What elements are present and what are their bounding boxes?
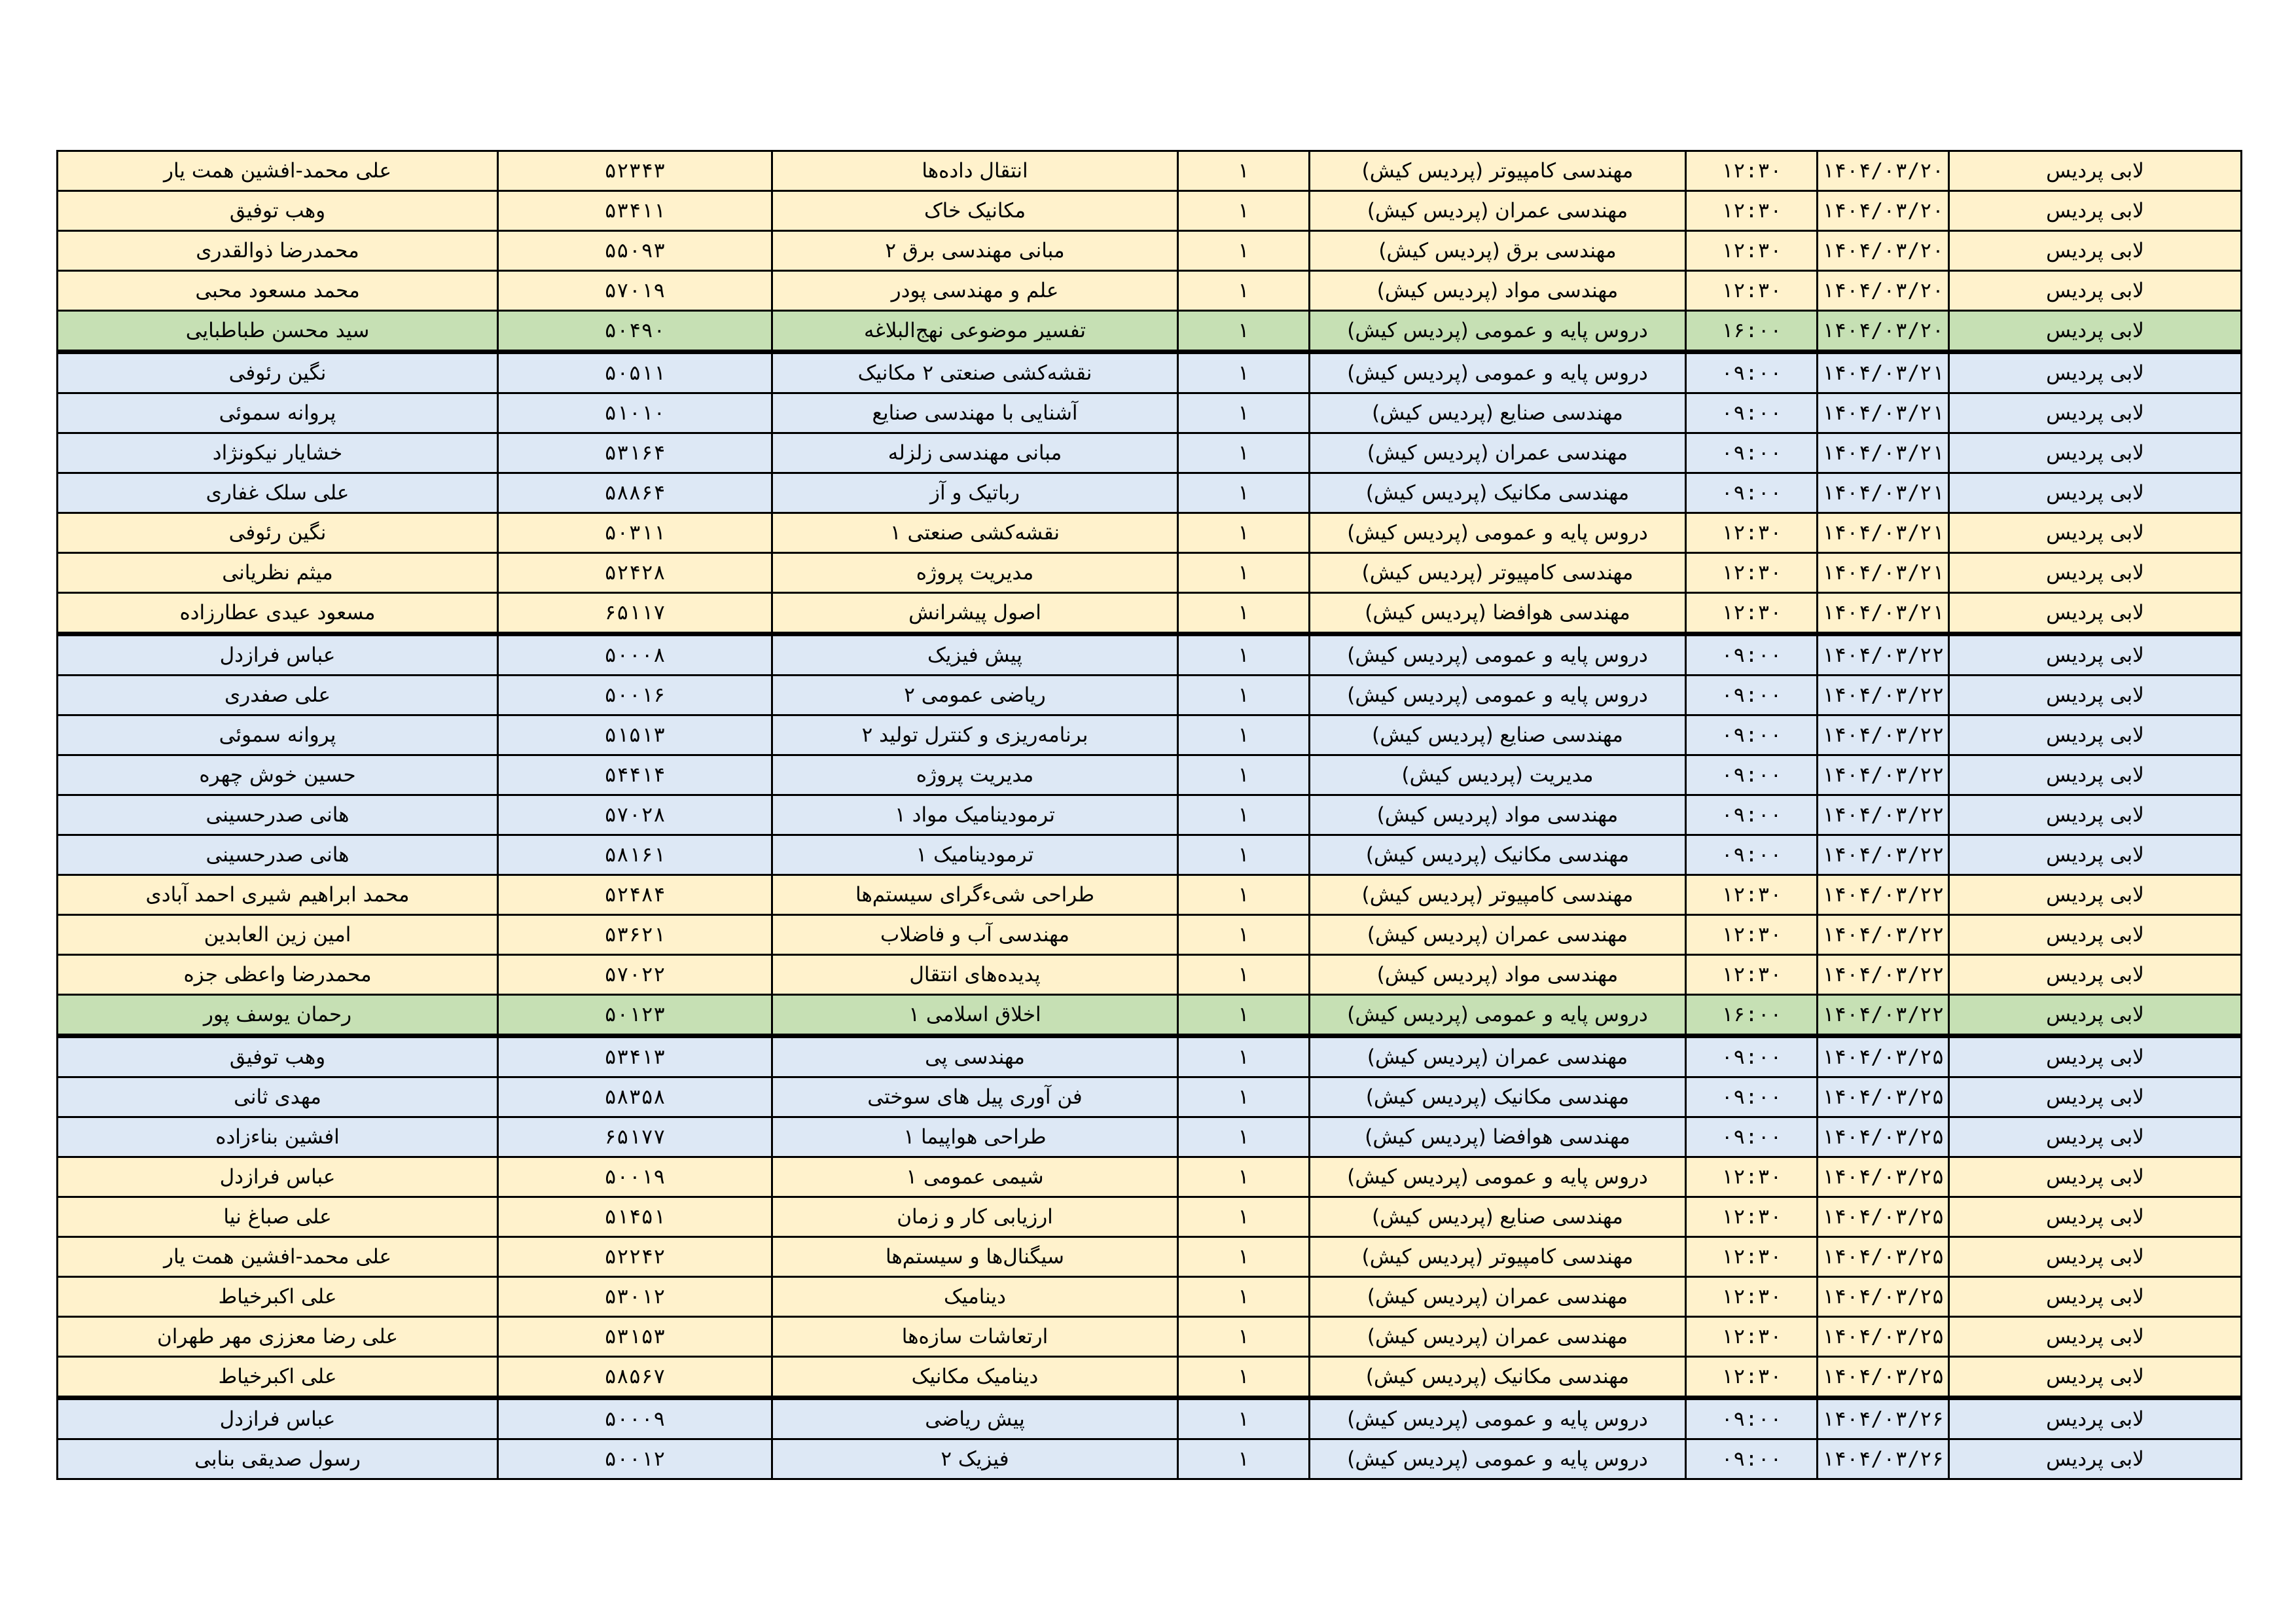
course-code-cell: ۵۰۴۹۰ bbox=[498, 311, 772, 352]
course-cell: اصول پیشرانش bbox=[772, 593, 1178, 634]
course-cell: نقشه‌کشی صنعتی ۱ bbox=[772, 513, 1178, 553]
instructor-cell: نگین رئوفی bbox=[58, 352, 498, 393]
location-cell: لابی پردیس bbox=[1949, 1317, 2242, 1357]
date-cell: ۱۴۰۴/۰۳/۲۵ bbox=[1818, 1197, 1949, 1237]
time-cell: ۱۲:۳۰ bbox=[1686, 915, 1818, 955]
course-cell: مکانیک خاک bbox=[772, 191, 1178, 231]
date-cell: ۱۴۰۴/۰۳/۲۱ bbox=[1818, 593, 1949, 634]
program-cell: مهندسی برق (پردیس کیش) bbox=[1310, 231, 1686, 271]
table-row bbox=[58, 1357, 2242, 1398]
location-cell: لابی پردیس bbox=[1949, 191, 2242, 231]
count-cell: ۱ bbox=[1178, 1036, 1310, 1077]
date-cell: ۱۴۰۴/۰۳/۲۱ bbox=[1818, 433, 1949, 473]
instructor-cell: سید محسن طباطبایی bbox=[58, 311, 498, 352]
location-cell: لابی پردیس bbox=[1949, 271, 2242, 311]
course-code-cell: ۵۴۴۱۴ bbox=[498, 755, 772, 795]
instructor-cell: علی محمد-افشین همت یار bbox=[58, 151, 498, 191]
date-cell: ۱۴۰۴/۰۳/۲۶ bbox=[1818, 1398, 1949, 1439]
table-row bbox=[58, 593, 2242, 634]
date-cell: ۱۴۰۴/۰۳/۲۰ bbox=[1818, 231, 1949, 271]
course-code-cell: ۵۷۰۲۲ bbox=[498, 955, 772, 995]
location-cell: لابی پردیس bbox=[1949, 231, 2242, 271]
course-cell: فیزیک ۲ bbox=[772, 1439, 1178, 1479]
program-cell: مهندسی عمران (پردیس کیش) bbox=[1310, 915, 1686, 955]
table-row bbox=[58, 1036, 2242, 1077]
course-cell: ارزیابی کار و زمان bbox=[772, 1197, 1178, 1237]
instructor-cell: حسین خوش چهره bbox=[58, 755, 498, 795]
course-code-cell: ۵۳۴۱۱ bbox=[498, 191, 772, 231]
time-cell: ۰۹:۰۰ bbox=[1686, 433, 1818, 473]
instructor-cell: خشایار نیکونژاد bbox=[58, 433, 498, 473]
date-cell: ۱۴۰۴/۰۳/۲۱ bbox=[1818, 393, 1949, 433]
time-cell: ۱۲:۳۰ bbox=[1686, 875, 1818, 915]
location-cell: لابی پردیس bbox=[1949, 1077, 2242, 1117]
date-cell: ۱۴۰۴/۰۳/۲۲ bbox=[1818, 955, 1949, 995]
program-cell: مهندسی صنایع (پردیس کیش) bbox=[1310, 393, 1686, 433]
course-cell: پیش ریاضی bbox=[772, 1398, 1178, 1439]
time-cell: ۱۲:۳۰ bbox=[1686, 1357, 1818, 1398]
time-cell: ۰۹:۰۰ bbox=[1686, 715, 1818, 755]
location-cell: لابی پردیس bbox=[1949, 795, 2242, 835]
program-cell: دروس پایه و عمومی (پردیس کیش) bbox=[1310, 352, 1686, 393]
course-cell: اخلاق اسلامی ۱ bbox=[772, 995, 1178, 1036]
table-row bbox=[58, 795, 2242, 835]
date-cell: ۱۴۰۴/۰۳/۲۲ bbox=[1818, 915, 1949, 955]
time-cell: ۰۹:۰۰ bbox=[1686, 473, 1818, 513]
table-row bbox=[58, 191, 2242, 231]
count-cell: ۱ bbox=[1178, 676, 1310, 715]
location-cell: لابی پردیس bbox=[1949, 955, 2242, 995]
time-cell: ۱۲:۳۰ bbox=[1686, 271, 1818, 311]
table-row bbox=[58, 875, 2242, 915]
count-cell: ۱ bbox=[1178, 1317, 1310, 1357]
count-cell: ۱ bbox=[1178, 151, 1310, 191]
course-code-cell: ۵۲۳۴۳ bbox=[498, 151, 772, 191]
program-cell: مهندسی عمران (پردیس کیش) bbox=[1310, 191, 1686, 231]
time-cell: ۰۹:۰۰ bbox=[1686, 1439, 1818, 1479]
time-cell: ۰۹:۰۰ bbox=[1686, 676, 1818, 715]
course-cell: دینامیک مکانیک bbox=[772, 1357, 1178, 1398]
date-cell: ۱۴۰۴/۰۳/۲۰ bbox=[1818, 271, 1949, 311]
count-cell: ۱ bbox=[1178, 1439, 1310, 1479]
table-row bbox=[58, 513, 2242, 553]
instructor-cell: علی محمد-افشین همت یار bbox=[58, 1237, 498, 1277]
time-cell: ۰۹:۰۰ bbox=[1686, 634, 1818, 676]
course-code-cell: ۵۰۰۱۶ bbox=[498, 676, 772, 715]
location-cell: لابی پردیس bbox=[1949, 1197, 2242, 1237]
table-row bbox=[58, 1398, 2242, 1439]
program-cell: مدیریت (پردیس کیش) bbox=[1310, 755, 1686, 795]
time-cell: ۰۹:۰۰ bbox=[1686, 1117, 1818, 1157]
program-cell: مهندسی عمران (پردیس کیش) bbox=[1310, 1036, 1686, 1077]
course-code-cell: ۵۷۰۲۸ bbox=[498, 795, 772, 835]
location-cell: لابی پردیس bbox=[1949, 835, 2242, 875]
program-cell: مهندسی مواد (پردیس کیش) bbox=[1310, 955, 1686, 995]
course-cell: آشنایی با مهندسی صنایع bbox=[772, 393, 1178, 433]
count-cell: ۱ bbox=[1178, 271, 1310, 311]
course-cell: سیگنال‌ها و سیستم‌ها bbox=[772, 1237, 1178, 1277]
table-row bbox=[58, 915, 2242, 955]
location-cell: لابی پردیس bbox=[1949, 151, 2242, 191]
program-cell: مهندسی کامپیوتر (پردیس کیش) bbox=[1310, 151, 1686, 191]
course-code-cell: ۵۰۳۱۱ bbox=[498, 513, 772, 553]
instructor-cell: هانی صدرحسینی bbox=[58, 835, 498, 875]
time-cell: ۱۲:۳۰ bbox=[1686, 191, 1818, 231]
table-row bbox=[58, 755, 2242, 795]
date-cell: ۱۴۰۴/۰۳/۲۵ bbox=[1818, 1077, 1949, 1117]
instructor-cell: مهدی ثانی bbox=[58, 1077, 498, 1117]
date-cell: ۱۴۰۴/۰۳/۲۰ bbox=[1818, 151, 1949, 191]
table-row bbox=[58, 151, 2242, 191]
location-cell: لابی پردیس bbox=[1949, 995, 2242, 1036]
instructor-cell: علی صفدری bbox=[58, 676, 498, 715]
time-cell: ۱۶:۰۰ bbox=[1686, 311, 1818, 352]
count-cell: ۱ bbox=[1178, 393, 1310, 433]
count-cell: ۱ bbox=[1178, 231, 1310, 271]
location-cell: لابی پردیس bbox=[1949, 311, 2242, 352]
course-cell: شیمی عمومی ۱ bbox=[772, 1157, 1178, 1197]
program-cell: مهندسی صنایع (پردیس کیش) bbox=[1310, 715, 1686, 755]
table-row bbox=[58, 955, 2242, 995]
instructor-cell: پروانه سموئی bbox=[58, 715, 498, 755]
instructor-cell: محمدرضا واعظی جزه bbox=[58, 955, 498, 995]
location-cell: لابی پردیس bbox=[1949, 1277, 2242, 1317]
count-cell: ۱ bbox=[1178, 1277, 1310, 1317]
program-cell: مهندسی عمران (پردیس کیش) bbox=[1310, 433, 1686, 473]
program-cell: دروس پایه و عمومی (پردیس کیش) bbox=[1310, 995, 1686, 1036]
course-code-cell: ۵۷۰۱۹ bbox=[498, 271, 772, 311]
date-cell: ۱۴۰۴/۰۳/۲۱ bbox=[1818, 513, 1949, 553]
program-cell: مهندسی هوافضا (پردیس کیش) bbox=[1310, 1117, 1686, 1157]
course-cell: پدیده‌های انتقال bbox=[772, 955, 1178, 995]
course-code-cell: ۵۰۰۰۹ bbox=[498, 1398, 772, 1439]
exam-schedule-rows bbox=[58, 151, 2242, 1479]
table-row bbox=[58, 271, 2242, 311]
course-cell: ریاضی عمومی ۲ bbox=[772, 676, 1178, 715]
date-cell: ۱۴۰۴/۰۳/۲۵ bbox=[1818, 1277, 1949, 1317]
program-cell: مهندسی کامپیوتر (پردیس کیش) bbox=[1310, 1237, 1686, 1277]
course-cell: مبانی مهندسی برق ۲ bbox=[772, 231, 1178, 271]
course-cell: مدیریت پروژه bbox=[772, 755, 1178, 795]
table-row bbox=[58, 1197, 2242, 1237]
location-cell: لابی پردیس bbox=[1949, 1157, 2242, 1197]
count-cell: ۱ bbox=[1178, 755, 1310, 795]
table-row bbox=[58, 1117, 2242, 1157]
program-cell: مهندسی مکانیک (پردیس کیش) bbox=[1310, 473, 1686, 513]
instructor-cell: رسول صدیقی بنابی bbox=[58, 1439, 498, 1479]
time-cell: ۰۹:۰۰ bbox=[1686, 1398, 1818, 1439]
course-code-cell: ۵۸۵۶۷ bbox=[498, 1357, 772, 1398]
course-code-cell: ۵۰۰۱۲ bbox=[498, 1439, 772, 1479]
date-cell: ۱۴۰۴/۰۳/۲۲ bbox=[1818, 715, 1949, 755]
date-cell: ۱۴۰۴/۰۳/۲۵ bbox=[1818, 1357, 1949, 1398]
time-cell: ۰۹:۰۰ bbox=[1686, 352, 1818, 393]
location-cell: لابی پردیس bbox=[1949, 1398, 2242, 1439]
location-cell: لابی پردیس bbox=[1949, 676, 2242, 715]
table-row bbox=[58, 311, 2242, 352]
table-row bbox=[58, 473, 2242, 513]
date-cell: ۱۴۰۴/۰۳/۲۲ bbox=[1818, 835, 1949, 875]
location-cell: لابی پردیس bbox=[1949, 1237, 2242, 1277]
date-cell: ۱۴۰۴/۰۳/۲۰ bbox=[1818, 311, 1949, 352]
count-cell: ۱ bbox=[1178, 593, 1310, 634]
course-cell: ترمودینامیک مواد ۱ bbox=[772, 795, 1178, 835]
location-cell: لابی پردیس bbox=[1949, 755, 2242, 795]
count-cell: ۱ bbox=[1178, 1398, 1310, 1439]
count-cell: ۱ bbox=[1178, 513, 1310, 553]
course-cell: مدیریت پروژه bbox=[772, 553, 1178, 593]
location-cell: لابی پردیس bbox=[1949, 473, 2242, 513]
course-cell: نقشه‌کشی صنعتی ۲ مکانیک bbox=[772, 352, 1178, 393]
program-cell: مهندسی هوافضا (پردیس کیش) bbox=[1310, 593, 1686, 634]
instructor-cell: رحمان یوسف پور bbox=[58, 995, 498, 1036]
time-cell: ۰۹:۰۰ bbox=[1686, 835, 1818, 875]
count-cell: ۱ bbox=[1178, 311, 1310, 352]
table-row bbox=[58, 715, 2242, 755]
program-cell: مهندسی مکانیک (پردیس کیش) bbox=[1310, 1077, 1686, 1117]
instructor-cell: محمدرضا ذوالقدری bbox=[58, 231, 498, 271]
table-row bbox=[58, 1439, 2242, 1479]
time-cell: ۰۹:۰۰ bbox=[1686, 795, 1818, 835]
course-code-cell: ۵۱۰۱۰ bbox=[498, 393, 772, 433]
count-cell: ۱ bbox=[1178, 1237, 1310, 1277]
instructor-cell: علی اکبرخیاط bbox=[58, 1277, 498, 1317]
location-cell: لابی پردیس bbox=[1949, 1036, 2242, 1077]
time-cell: ۱۲:۳۰ bbox=[1686, 553, 1818, 593]
date-cell: ۱۴۰۴/۰۳/۲۵ bbox=[1818, 1237, 1949, 1277]
course-code-cell: ۵۲۴۸۴ bbox=[498, 875, 772, 915]
instructor-cell: وهب توفیق bbox=[58, 191, 498, 231]
time-cell: ۱۲:۳۰ bbox=[1686, 1317, 1818, 1357]
count-cell: ۱ bbox=[1178, 1357, 1310, 1398]
course-cell: علم و مهندسی پودر bbox=[772, 271, 1178, 311]
location-cell: لابی پردیس bbox=[1949, 352, 2242, 393]
program-cell: مهندسی مکانیک (پردیس کیش) bbox=[1310, 835, 1686, 875]
date-cell: ۱۴۰۴/۰۳/۲۵ bbox=[1818, 1317, 1949, 1357]
date-cell: ۱۴۰۴/۰۳/۲۵ bbox=[1818, 1036, 1949, 1077]
program-cell: مهندسی عمران (پردیس کیش) bbox=[1310, 1277, 1686, 1317]
course-cell: فن آوری پیل های سوختی bbox=[772, 1077, 1178, 1117]
count-cell: ۱ bbox=[1178, 795, 1310, 835]
instructor-cell: مسعود عیدی عطارزاده bbox=[58, 593, 498, 634]
table-row bbox=[58, 553, 2242, 593]
program-cell: دروس پایه و عمومی (پردیس کیش) bbox=[1310, 1398, 1686, 1439]
course-code-cell: ۵۲۴۲۸ bbox=[498, 553, 772, 593]
count-cell: ۱ bbox=[1178, 715, 1310, 755]
course-code-cell: ۵۰۰۱۹ bbox=[498, 1157, 772, 1197]
instructor-cell: علی اکبرخیاط bbox=[58, 1357, 498, 1398]
time-cell: ۰۹:۰۰ bbox=[1686, 393, 1818, 433]
table-row bbox=[58, 1077, 2242, 1117]
instructor-cell: نگین رئوفی bbox=[58, 513, 498, 553]
course-cell: ترمودینامیک ۱ bbox=[772, 835, 1178, 875]
count-cell: ۱ bbox=[1178, 553, 1310, 593]
date-cell: ۱۴۰۴/۰۳/۲۲ bbox=[1818, 875, 1949, 915]
table-row bbox=[58, 1237, 2242, 1277]
table-row bbox=[58, 634, 2242, 676]
time-cell: ۰۹:۰۰ bbox=[1686, 1077, 1818, 1117]
date-cell: ۱۴۰۴/۰۳/۲۲ bbox=[1818, 995, 1949, 1036]
instructor-cell: محمد ابراهیم شیری احمد آبادی bbox=[58, 875, 498, 915]
count-cell: ۱ bbox=[1178, 955, 1310, 995]
location-cell: لابی پردیس bbox=[1949, 513, 2242, 553]
table-row bbox=[58, 835, 2242, 875]
course-cell: طراحی شیءگرای سیستم‌ها bbox=[772, 875, 1178, 915]
count-cell: ۱ bbox=[1178, 995, 1310, 1036]
count-cell: ۱ bbox=[1178, 1117, 1310, 1157]
course-code-cell: ۵۸۱۶۱ bbox=[498, 835, 772, 875]
course-code-cell: ۶۵۱۷۷ bbox=[498, 1117, 772, 1157]
location-cell: لابی پردیس bbox=[1949, 593, 2242, 634]
location-cell: لابی پردیس bbox=[1949, 433, 2242, 473]
location-cell: لابی پردیس bbox=[1949, 393, 2242, 433]
location-cell: لابی پردیس bbox=[1949, 715, 2242, 755]
time-cell: ۱۲:۳۰ bbox=[1686, 593, 1818, 634]
course-cell: طراحی هواپیما ۱ bbox=[772, 1117, 1178, 1157]
date-cell: ۱۴۰۴/۰۳/۲۲ bbox=[1818, 755, 1949, 795]
program-cell: مهندسی عمران (پردیس کیش) bbox=[1310, 1317, 1686, 1357]
location-cell: لابی پردیس bbox=[1949, 875, 2242, 915]
course-code-cell: ۵۳۱۵۳ bbox=[498, 1317, 772, 1357]
count-cell: ۱ bbox=[1178, 875, 1310, 915]
time-cell: ۱۲:۳۰ bbox=[1686, 955, 1818, 995]
instructor-cell: میثم نظریانی bbox=[58, 553, 498, 593]
instructor-cell: امین زین العابدین bbox=[58, 915, 498, 955]
instructor-cell: علی سلک غفاری bbox=[58, 473, 498, 513]
date-cell: ۱۴۰۴/۰۳/۲۰ bbox=[1818, 191, 1949, 231]
date-cell: ۱۴۰۴/۰۳/۲۱ bbox=[1818, 352, 1949, 393]
count-cell: ۱ bbox=[1178, 835, 1310, 875]
instructor-cell: عباس فرازدل bbox=[58, 634, 498, 676]
count-cell: ۱ bbox=[1178, 1157, 1310, 1197]
course-code-cell: ۵۲۲۴۲ bbox=[498, 1237, 772, 1277]
date-cell: ۱۴۰۴/۰۳/۲۲ bbox=[1818, 676, 1949, 715]
course-cell: برنامه‌ریزی و کنترل تولید ۲ bbox=[772, 715, 1178, 755]
date-cell: ۱۴۰۴/۰۳/۲۲ bbox=[1818, 634, 1949, 676]
course-cell: ارتعاشات سازه‌ها bbox=[772, 1317, 1178, 1357]
time-cell: ۱۲:۳۰ bbox=[1686, 1157, 1818, 1197]
time-cell: ۰۹:۰۰ bbox=[1686, 1036, 1818, 1077]
time-cell: ۱۲:۳۰ bbox=[1686, 1237, 1818, 1277]
count-cell: ۱ bbox=[1178, 634, 1310, 676]
instructor-cell: افشین بناءزاده bbox=[58, 1117, 498, 1157]
date-cell: ۱۴۰۴/۰۳/۲۵ bbox=[1818, 1157, 1949, 1197]
date-cell: ۱۴۰۴/۰۳/۲۱ bbox=[1818, 473, 1949, 513]
program-cell: مهندسی مکانیک (پردیس کیش) bbox=[1310, 1357, 1686, 1398]
location-cell: لابی پردیس bbox=[1949, 1357, 2242, 1398]
course-cell: رباتیک و آز bbox=[772, 473, 1178, 513]
table-row bbox=[58, 1317, 2242, 1357]
program-cell: مهندسی کامپیوتر (پردیس کیش) bbox=[1310, 875, 1686, 915]
program-cell: مهندسی صنایع (پردیس کیش) bbox=[1310, 1197, 1686, 1237]
time-cell: ۱۶:۰۰ bbox=[1686, 995, 1818, 1036]
program-cell: مهندسی مواد (پردیس کیش) bbox=[1310, 271, 1686, 311]
time-cell: ۱۲:۳۰ bbox=[1686, 231, 1818, 271]
table-row bbox=[58, 995, 2242, 1036]
course-code-cell: ۵۸۸۶۴ bbox=[498, 473, 772, 513]
program-cell: مهندسی مواد (پردیس کیش) bbox=[1310, 795, 1686, 835]
course-code-cell: ۵۰۰۰۸ bbox=[498, 634, 772, 676]
location-cell: لابی پردیس bbox=[1949, 915, 2242, 955]
instructor-cell: وهب توفیق bbox=[58, 1036, 498, 1077]
program-cell: دروس پایه و عمومی (پردیس کیش) bbox=[1310, 1157, 1686, 1197]
time-cell: ۱۲:۳۰ bbox=[1686, 1197, 1818, 1237]
count-cell: ۱ bbox=[1178, 915, 1310, 955]
count-cell: ۱ bbox=[1178, 433, 1310, 473]
course-code-cell: ۵۳۴۱۳ bbox=[498, 1036, 772, 1077]
course-cell: پیش فیزیک bbox=[772, 634, 1178, 676]
location-cell: لابی پردیس bbox=[1949, 1117, 2242, 1157]
course-code-cell: ۵۸۳۵۸ bbox=[498, 1077, 772, 1117]
instructor-cell: عباس فرازدل bbox=[58, 1398, 498, 1439]
course-code-cell: ۵۳۰۱۲ bbox=[498, 1277, 772, 1317]
count-cell: ۱ bbox=[1178, 1197, 1310, 1237]
program-cell: دروس پایه و عمومی (پردیس کیش) bbox=[1310, 676, 1686, 715]
course-code-cell: ۶۵۱۱۷ bbox=[498, 593, 772, 634]
instructor-cell: علی رضا معززی مهر طهران bbox=[58, 1317, 498, 1357]
instructor-cell: محمد مسعود محبی bbox=[58, 271, 498, 311]
time-cell: ۰۹:۰۰ bbox=[1686, 755, 1818, 795]
course-code-cell: ۵۳۶۲۱ bbox=[498, 915, 772, 955]
count-cell: ۱ bbox=[1178, 191, 1310, 231]
course-cell: تفسیر موضوعی نهج‌البلاغه bbox=[772, 311, 1178, 352]
course-cell: انتقال داده‌ها bbox=[772, 151, 1178, 191]
program-cell: دروس پایه و عمومی (پردیس کیش) bbox=[1310, 311, 1686, 352]
exam-schedule-table bbox=[56, 150, 2242, 1480]
time-cell: ۱۲:۳۰ bbox=[1686, 513, 1818, 553]
course-code-cell: ۵۱۴۵۱ bbox=[498, 1197, 772, 1237]
table-row bbox=[58, 433, 2242, 473]
instructor-cell: پروانه سموئی bbox=[58, 393, 498, 433]
count-cell: ۱ bbox=[1178, 1077, 1310, 1117]
course-code-cell: ۵۵۰۹۳ bbox=[498, 231, 772, 271]
course-code-cell: ۵۰۱۲۳ bbox=[498, 995, 772, 1036]
program-cell: دروس پایه و عمومی (پردیس کیش) bbox=[1310, 1439, 1686, 1479]
table-row bbox=[58, 1157, 2242, 1197]
count-cell: ۱ bbox=[1178, 352, 1310, 393]
course-cell: دینامیک bbox=[772, 1277, 1178, 1317]
count-cell: ۱ bbox=[1178, 473, 1310, 513]
program-cell: دروس پایه و عمومی (پردیس کیش) bbox=[1310, 634, 1686, 676]
location-cell: لابی پردیس bbox=[1949, 553, 2242, 593]
program-cell: دروس پایه و عمومی (پردیس کیش) bbox=[1310, 513, 1686, 553]
instructor-cell: هانی صدرحسینی bbox=[58, 795, 498, 835]
course-code-cell: ۵۱۵۱۳ bbox=[498, 715, 772, 755]
table-row bbox=[58, 1277, 2242, 1317]
date-cell: ۱۴۰۴/۰۳/۲۶ bbox=[1818, 1439, 1949, 1479]
course-cell: مهندسی پی bbox=[772, 1036, 1178, 1077]
instructor-cell: عباس فرازدل bbox=[58, 1157, 498, 1197]
table-row bbox=[58, 352, 2242, 393]
table-row bbox=[58, 393, 2242, 433]
date-cell: ۱۴۰۴/۰۳/۲۵ bbox=[1818, 1117, 1949, 1157]
date-cell: ۱۴۰۴/۰۳/۲۲ bbox=[1818, 795, 1949, 835]
course-cell: مهندسی آب و فاضلاب bbox=[772, 915, 1178, 955]
table-row bbox=[58, 231, 2242, 271]
time-cell: ۱۲:۳۰ bbox=[1686, 151, 1818, 191]
course-code-cell: ۵۰۵۱۱ bbox=[498, 352, 772, 393]
location-cell: لابی پردیس bbox=[1949, 1439, 2242, 1479]
course-cell: مبانی مهندسی زلزله bbox=[772, 433, 1178, 473]
table-row bbox=[58, 676, 2242, 715]
time-cell: ۱۲:۳۰ bbox=[1686, 1277, 1818, 1317]
date-cell: ۱۴۰۴/۰۳/۲۱ bbox=[1818, 553, 1949, 593]
location-cell: لابی پردیس bbox=[1949, 634, 2242, 676]
course-code-cell: ۵۳۱۶۴ bbox=[498, 433, 772, 473]
instructor-cell: علی صباغ نیا bbox=[58, 1197, 498, 1237]
program-cell: مهندسی کامپیوتر (پردیس کیش) bbox=[1310, 553, 1686, 593]
